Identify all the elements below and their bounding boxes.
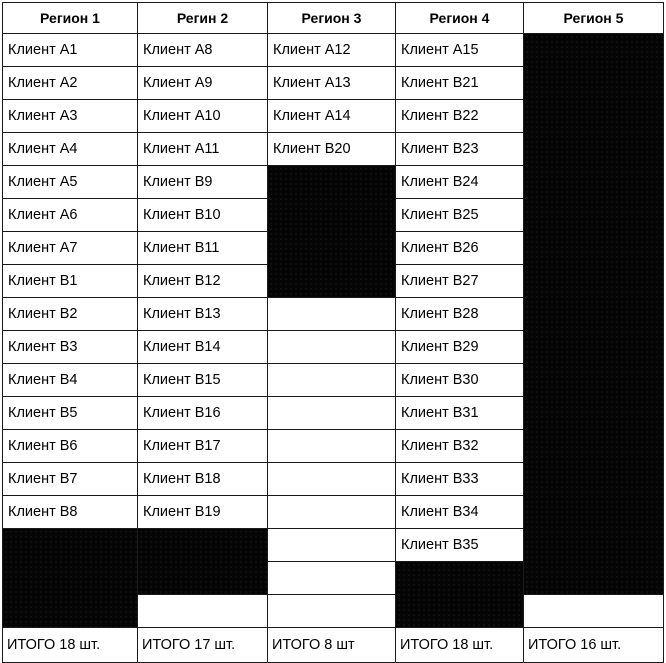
empty-cell — [268, 463, 396, 496]
header-region-5: Регион 5 — [524, 3, 664, 34]
empty-cell — [268, 364, 396, 397]
client-cell: Клиент А1 — [3, 34, 138, 67]
total-region-1: ИТОГО 18 шт. — [3, 628, 138, 663]
empty-cell — [138, 595, 268, 628]
client-cell: Клиент В28 — [396, 298, 524, 331]
client-cell: Клиент В12 — [138, 265, 268, 298]
empty-cell — [268, 430, 396, 463]
total-region-5: ИТОГО 16 шт. — [524, 628, 664, 663]
empty-cell — [268, 529, 396, 562]
client-cell: Клиент А14 — [268, 100, 396, 133]
empty-cell — [268, 595, 396, 628]
client-cell: Клиент В23 — [396, 133, 524, 166]
header-row — [3, 3, 664, 34]
region-clients-table — [2, 2, 664, 663]
client-cell: Клиент А9 — [138, 67, 268, 100]
client-cell: Клиент В4 — [3, 364, 138, 397]
client-cell: Клиент В31 — [396, 397, 524, 430]
filled-block-region-3 — [268, 166, 396, 298]
client-cell: Клиент В15 — [138, 364, 268, 397]
header-region-2: Регин 2 — [138, 3, 268, 34]
client-cell: Клиент В18 — [138, 463, 268, 496]
empty-cell — [524, 595, 664, 628]
client-cell: Клиент В34 — [396, 496, 524, 529]
client-cell: Клиент В3 — [3, 331, 138, 364]
filled-block-region-5 — [524, 34, 664, 595]
filled-block-region-4 — [396, 562, 524, 628]
client-cell: Клиент В13 — [138, 298, 268, 331]
client-cell: Клиент В16 — [138, 397, 268, 430]
client-cell: Клиент А7 — [3, 232, 138, 265]
client-cell: Клиент В14 — [138, 331, 268, 364]
filled-block-region-1 — [3, 529, 138, 628]
client-cell: Клиент В30 — [396, 364, 524, 397]
total-region-2: ИТОГО 17 шт. — [138, 628, 268, 663]
client-cell: Клиент В10 — [138, 199, 268, 232]
empty-cell — [268, 496, 396, 529]
empty-cell — [268, 562, 396, 595]
client-cell: Клиент А3 — [3, 100, 138, 133]
client-cell: Клиент В2 — [3, 298, 138, 331]
header-region-1: Регион 1 — [3, 3, 138, 34]
client-cell: Клиент В1 — [3, 265, 138, 298]
client-cell: Клиент А11 — [138, 133, 268, 166]
client-cell: Клиент В7 — [3, 463, 138, 496]
client-cell: Клиент В27 — [396, 265, 524, 298]
client-cell: Клиент А6 — [3, 199, 138, 232]
filled-block-region-2 — [138, 529, 268, 595]
client-cell: Клиент В21 — [396, 67, 524, 100]
totals-row — [3, 628, 664, 663]
client-cell: Клиент В22 — [396, 100, 524, 133]
client-cell: Клиент В35 — [396, 529, 524, 562]
client-cell: Клиент В5 — [3, 397, 138, 430]
header-region-3: Регион 3 — [268, 3, 396, 34]
client-cell: Клиент В26 — [396, 232, 524, 265]
header-region-4: Регион 4 — [396, 3, 524, 34]
total-region-3: ИТОГО 8 шт — [268, 628, 396, 663]
total-region-4: ИТОГО 18 шт. — [396, 628, 524, 663]
client-cell: Клиент А4 — [3, 133, 138, 166]
client-cell: Клиент А10 — [138, 100, 268, 133]
empty-cell — [268, 331, 396, 364]
client-cell: Клиент В25 — [396, 199, 524, 232]
empty-cell — [268, 298, 396, 331]
client-cell: Клиент В17 — [138, 430, 268, 463]
client-cell: Клиент А2 — [3, 67, 138, 100]
client-cell: Клиент В33 — [396, 463, 524, 496]
empty-cell — [268, 397, 396, 430]
client-cell: Клиент А12 — [268, 34, 396, 67]
client-cell: Клиент В9 — [138, 166, 268, 199]
client-cell: Клиент А5 — [3, 166, 138, 199]
client-cell: Клиент А15 — [396, 34, 524, 67]
table-row — [3, 34, 664, 67]
client-cell: Клиент А8 — [138, 34, 268, 67]
client-cell: Клиент В19 — [138, 496, 268, 529]
client-cell: Клиент В32 — [396, 430, 524, 463]
client-cell: Клиент А13 — [268, 67, 396, 100]
client-cell: Клиент В24 — [396, 166, 524, 199]
client-cell: Клиент В8 — [3, 496, 138, 529]
client-cell: Клиент В29 — [396, 331, 524, 364]
client-cell: Клиент В20 — [268, 133, 396, 166]
client-cell: Клиент В6 — [3, 430, 138, 463]
client-cell: Клиент В11 — [138, 232, 268, 265]
